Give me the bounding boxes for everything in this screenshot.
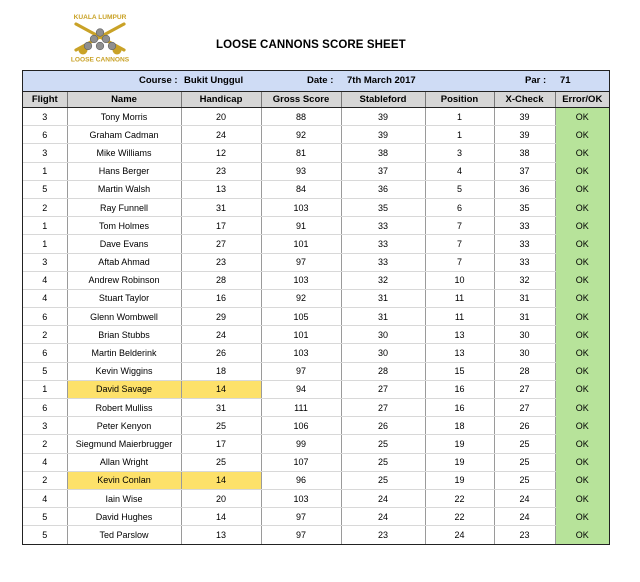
page-title: LOOSE CANNONS SCORE SHEET xyxy=(216,39,406,51)
flight-cell: 3 xyxy=(23,108,67,126)
xcheck-cell: 31 xyxy=(494,308,555,326)
table-row xyxy=(23,435,609,453)
table-row xyxy=(23,253,609,271)
stableford-cell: 24 xyxy=(341,489,425,507)
stableford-cell: 27 xyxy=(341,380,425,398)
name-cell: Ray Funnell xyxy=(67,198,181,216)
gross-score-cell: 97 xyxy=(261,362,341,380)
flight-cell: 1 xyxy=(23,162,67,180)
table-row xyxy=(23,198,609,216)
stableford-cell: 25 xyxy=(341,471,425,489)
xcheck-cell: 38 xyxy=(494,144,555,162)
position-cell: 4 xyxy=(425,162,494,180)
xcheck-cell: 28 xyxy=(494,362,555,380)
col-flight: Flight xyxy=(23,92,67,108)
gross-score-cell: 97 xyxy=(261,526,341,544)
col-handicap: Handicap xyxy=(181,92,261,108)
col-stableford: Stableford xyxy=(341,92,425,108)
position-cell: 19 xyxy=(425,471,494,489)
stableford-cell: 30 xyxy=(341,326,425,344)
handicap-cell: 14 xyxy=(181,471,261,489)
status-cell: OK xyxy=(555,308,609,326)
table-header xyxy=(23,92,609,108)
flight-cell: 1 xyxy=(23,235,67,253)
xcheck-cell: 39 xyxy=(494,108,555,126)
xcheck-cell: 32 xyxy=(494,271,555,289)
status-cell: OK xyxy=(555,217,609,235)
status-cell: OK xyxy=(555,108,609,126)
status-cell: OK xyxy=(555,526,609,544)
col-position: Position xyxy=(425,92,494,108)
flight-cell: 4 xyxy=(23,289,67,307)
flight-cell: 6 xyxy=(23,399,67,417)
handicap-cell: 16 xyxy=(181,289,261,307)
table-row xyxy=(23,380,609,398)
xcheck-cell: 33 xyxy=(494,253,555,271)
status-cell: OK xyxy=(555,326,609,344)
handicap-cell: 20 xyxy=(181,489,261,507)
name-cell: Glenn Wombwell xyxy=(67,308,181,326)
course-info-bar xyxy=(23,71,609,92)
par-value: 71 xyxy=(560,75,571,86)
stableford-cell: 27 xyxy=(341,399,425,417)
table-row xyxy=(23,308,609,326)
stableford-cell: 33 xyxy=(341,235,425,253)
xcheck-cell: 37 xyxy=(494,162,555,180)
course-value: Bukit Unggul xyxy=(184,75,244,86)
handicap-cell: 24 xyxy=(181,326,261,344)
status-cell: OK xyxy=(555,362,609,380)
position-cell: 15 xyxy=(425,362,494,380)
position-cell: 24 xyxy=(425,526,494,544)
gross-score-cell: 111 xyxy=(261,399,341,417)
status-cell: OK xyxy=(555,489,609,507)
flight-cell: 2 xyxy=(23,198,67,216)
table-row xyxy=(23,235,609,253)
name-cell: Dave Evans xyxy=(67,235,181,253)
xcheck-cell: 27 xyxy=(494,380,555,398)
handicap-cell: 23 xyxy=(181,162,261,180)
gross-score-cell: 103 xyxy=(261,271,341,289)
status-cell: OK xyxy=(555,198,609,216)
xcheck-cell: 24 xyxy=(494,508,555,526)
position-cell: 13 xyxy=(425,344,494,362)
date-value: 7th March 2017 xyxy=(347,75,416,86)
stableford-cell: 24 xyxy=(341,508,425,526)
xcheck-cell: 26 xyxy=(494,417,555,435)
handicap-cell: 29 xyxy=(181,308,261,326)
position-cell: 13 xyxy=(425,326,494,344)
gross-score-cell: 101 xyxy=(261,326,341,344)
xcheck-cell: 39 xyxy=(494,126,555,144)
handicap-cell: 23 xyxy=(181,253,261,271)
status-cell: OK xyxy=(555,399,609,417)
position-cell: 11 xyxy=(425,289,494,307)
gross-score-cell: 106 xyxy=(261,417,341,435)
flight-cell: 5 xyxy=(23,362,67,380)
xcheck-cell: 33 xyxy=(494,217,555,235)
xcheck-cell: 24 xyxy=(494,489,555,507)
table-row xyxy=(23,144,609,162)
name-cell: Kevin Wiggins xyxy=(67,362,181,380)
handicap-cell: 28 xyxy=(181,271,261,289)
name-cell: David Savage xyxy=(67,380,181,398)
position-cell: 11 xyxy=(425,308,494,326)
position-cell: 22 xyxy=(425,489,494,507)
gross-score-cell: 99 xyxy=(261,435,341,453)
gross-score-cell: 103 xyxy=(261,489,341,507)
gross-score-cell: 101 xyxy=(261,235,341,253)
name-cell: Martin Walsh xyxy=(67,180,181,198)
table-row xyxy=(23,126,609,144)
status-cell: OK xyxy=(555,417,609,435)
club-logo xyxy=(66,10,134,64)
name-cell: David Hughes xyxy=(67,508,181,526)
handicap-cell: 13 xyxy=(181,180,261,198)
status-cell: OK xyxy=(555,289,609,307)
xcheck-cell: 30 xyxy=(494,344,555,362)
score-table xyxy=(23,92,609,544)
gross-score-cell: 92 xyxy=(261,289,341,307)
name-cell: Allan Wright xyxy=(67,453,181,471)
table-row xyxy=(23,344,609,362)
stableford-cell: 32 xyxy=(341,271,425,289)
stableford-cell: 35 xyxy=(341,198,425,216)
position-cell: 19 xyxy=(425,435,494,453)
gross-score-cell: 94 xyxy=(261,380,341,398)
flight-cell: 6 xyxy=(23,126,67,144)
name-cell: Siegmund Maierbrugger xyxy=(67,435,181,453)
par-label: Par : xyxy=(525,75,547,86)
gross-score-cell: 107 xyxy=(261,453,341,471)
col-error-ok: Error/OK xyxy=(555,92,609,108)
position-cell: 5 xyxy=(425,180,494,198)
handicap-cell: 31 xyxy=(181,198,261,216)
flight-cell: 3 xyxy=(23,144,67,162)
stableford-cell: 39 xyxy=(341,126,425,144)
name-cell: Robert Mulliss xyxy=(67,399,181,417)
name-cell: Tony Morris xyxy=(67,108,181,126)
xcheck-cell: 25 xyxy=(494,471,555,489)
table-row xyxy=(23,108,609,126)
status-cell: OK xyxy=(555,235,609,253)
status-cell: OK xyxy=(555,271,609,289)
name-cell: Stuart Taylor xyxy=(67,289,181,307)
handicap-cell: 31 xyxy=(181,399,261,417)
gross-score-cell: 105 xyxy=(261,308,341,326)
gross-score-cell: 88 xyxy=(261,108,341,126)
status-cell: OK xyxy=(555,253,609,271)
stableford-cell: 31 xyxy=(341,289,425,307)
table-row xyxy=(23,489,609,507)
name-cell: Aftab Ahmad xyxy=(67,253,181,271)
name-cell: Peter Kenyon xyxy=(67,417,181,435)
position-cell: 7 xyxy=(425,253,494,271)
name-cell: Graham Cadman xyxy=(67,126,181,144)
xcheck-cell: 33 xyxy=(494,235,555,253)
position-cell: 3 xyxy=(425,144,494,162)
status-cell: OK xyxy=(555,144,609,162)
gross-score-cell: 81 xyxy=(261,144,341,162)
table-row xyxy=(23,526,609,544)
table-row xyxy=(23,417,609,435)
status-cell: OK xyxy=(555,471,609,489)
handicap-cell: 24 xyxy=(181,126,261,144)
handicap-cell: 18 xyxy=(181,362,261,380)
table-row xyxy=(23,453,609,471)
name-cell: Andrew Robinson xyxy=(67,271,181,289)
name-cell: Tom Holmes xyxy=(67,217,181,235)
flight-cell: 3 xyxy=(23,253,67,271)
status-cell: OK xyxy=(555,344,609,362)
position-cell: 7 xyxy=(425,235,494,253)
flight-cell: 5 xyxy=(23,526,67,544)
handicap-cell: 17 xyxy=(181,435,261,453)
flight-cell: 2 xyxy=(23,326,67,344)
flight-cell: 3 xyxy=(23,417,67,435)
handicap-cell: 27 xyxy=(181,235,261,253)
gross-score-cell: 91 xyxy=(261,217,341,235)
flight-cell: 5 xyxy=(23,508,67,526)
position-cell: 10 xyxy=(425,271,494,289)
position-cell: 22 xyxy=(425,508,494,526)
name-cell: Mike Williams xyxy=(67,144,181,162)
flight-cell: 2 xyxy=(23,435,67,453)
stableford-cell: 33 xyxy=(341,253,425,271)
crossed-cannons-icon xyxy=(66,10,134,64)
handicap-cell: 17 xyxy=(181,217,261,235)
position-cell: 16 xyxy=(425,399,494,417)
handicap-cell: 20 xyxy=(181,108,261,126)
table-row xyxy=(23,326,609,344)
table-row xyxy=(23,271,609,289)
flight-cell: 6 xyxy=(23,344,67,362)
stableford-cell: 23 xyxy=(341,526,425,544)
flight-cell: 2 xyxy=(23,471,67,489)
gross-score-cell: 103 xyxy=(261,344,341,362)
handicap-cell: 12 xyxy=(181,144,261,162)
stableford-cell: 36 xyxy=(341,180,425,198)
position-cell: 1 xyxy=(425,108,494,126)
logo-text-bottom: LOOSE CANNONS xyxy=(70,56,130,64)
position-cell: 19 xyxy=(425,453,494,471)
gross-score-cell: 97 xyxy=(261,508,341,526)
position-cell: 1 xyxy=(425,126,494,144)
flight-cell: 1 xyxy=(23,217,67,235)
gross-score-cell: 84 xyxy=(261,180,341,198)
stableford-cell: 38 xyxy=(341,144,425,162)
gross-score-cell: 97 xyxy=(261,253,341,271)
name-cell: Iain Wise xyxy=(67,489,181,507)
stableford-cell: 25 xyxy=(341,435,425,453)
position-cell: 16 xyxy=(425,380,494,398)
date-label: Date : xyxy=(307,75,334,86)
table-row xyxy=(23,399,609,417)
stableford-cell: 26 xyxy=(341,417,425,435)
status-cell: OK xyxy=(555,126,609,144)
name-cell: Brian Stubbs xyxy=(67,326,181,344)
xcheck-cell: 25 xyxy=(494,453,555,471)
position-cell: 7 xyxy=(425,217,494,235)
stableford-cell: 30 xyxy=(341,344,425,362)
xcheck-cell: 36 xyxy=(494,180,555,198)
gross-score-cell: 103 xyxy=(261,198,341,216)
handicap-cell: 26 xyxy=(181,344,261,362)
position-cell: 6 xyxy=(425,198,494,216)
col-xcheck: X-Check xyxy=(494,92,555,108)
col-gross-score: Gross Score xyxy=(261,92,341,108)
xcheck-cell: 23 xyxy=(494,526,555,544)
stableford-cell: 33 xyxy=(341,217,425,235)
stableford-cell: 25 xyxy=(341,453,425,471)
stableford-cell: 37 xyxy=(341,162,425,180)
status-cell: OK xyxy=(555,508,609,526)
col-name: Name xyxy=(67,92,181,108)
gross-score-cell: 92 xyxy=(261,126,341,144)
table-row xyxy=(23,471,609,489)
flight-cell: 4 xyxy=(23,271,67,289)
name-cell: Hans Berger xyxy=(67,162,181,180)
stableford-cell: 28 xyxy=(341,362,425,380)
gross-score-cell: 93 xyxy=(261,162,341,180)
table-body xyxy=(23,108,609,544)
handicap-cell: 13 xyxy=(181,526,261,544)
status-cell: OK xyxy=(555,380,609,398)
handicap-cell: 14 xyxy=(181,508,261,526)
gross-score-cell: 96 xyxy=(261,471,341,489)
xcheck-cell: 31 xyxy=(494,289,555,307)
flight-cell: 1 xyxy=(23,380,67,398)
status-cell: OK xyxy=(555,453,609,471)
course-label: Course : xyxy=(139,75,178,86)
table-row xyxy=(23,217,609,235)
flight-cell: 4 xyxy=(23,489,67,507)
position-cell: 18 xyxy=(425,417,494,435)
xcheck-cell: 35 xyxy=(494,198,555,216)
handicap-cell: 25 xyxy=(181,417,261,435)
status-cell: OK xyxy=(555,435,609,453)
xcheck-cell: 25 xyxy=(494,435,555,453)
flight-cell: 5 xyxy=(23,180,67,198)
table-row xyxy=(23,289,609,307)
stableford-cell: 39 xyxy=(341,108,425,126)
flight-cell: 4 xyxy=(23,453,67,471)
flight-cell: 6 xyxy=(23,308,67,326)
table-row xyxy=(23,180,609,198)
name-cell: Ted Parslow xyxy=(67,526,181,544)
status-cell: OK xyxy=(555,180,609,198)
table-row xyxy=(23,508,609,526)
stableford-cell: 31 xyxy=(341,308,425,326)
table-row xyxy=(23,362,609,380)
score-sheet xyxy=(22,70,610,545)
table-row xyxy=(23,162,609,180)
handicap-cell: 14 xyxy=(181,380,261,398)
name-cell: Martin Belderink xyxy=(67,344,181,362)
xcheck-cell: 30 xyxy=(494,326,555,344)
handicap-cell: 25 xyxy=(181,453,261,471)
name-cell: Kevin Conlan xyxy=(67,471,181,489)
logo-text-top: KUALA LUMPUR xyxy=(73,14,127,21)
xcheck-cell: 27 xyxy=(494,399,555,417)
status-cell: OK xyxy=(555,162,609,180)
